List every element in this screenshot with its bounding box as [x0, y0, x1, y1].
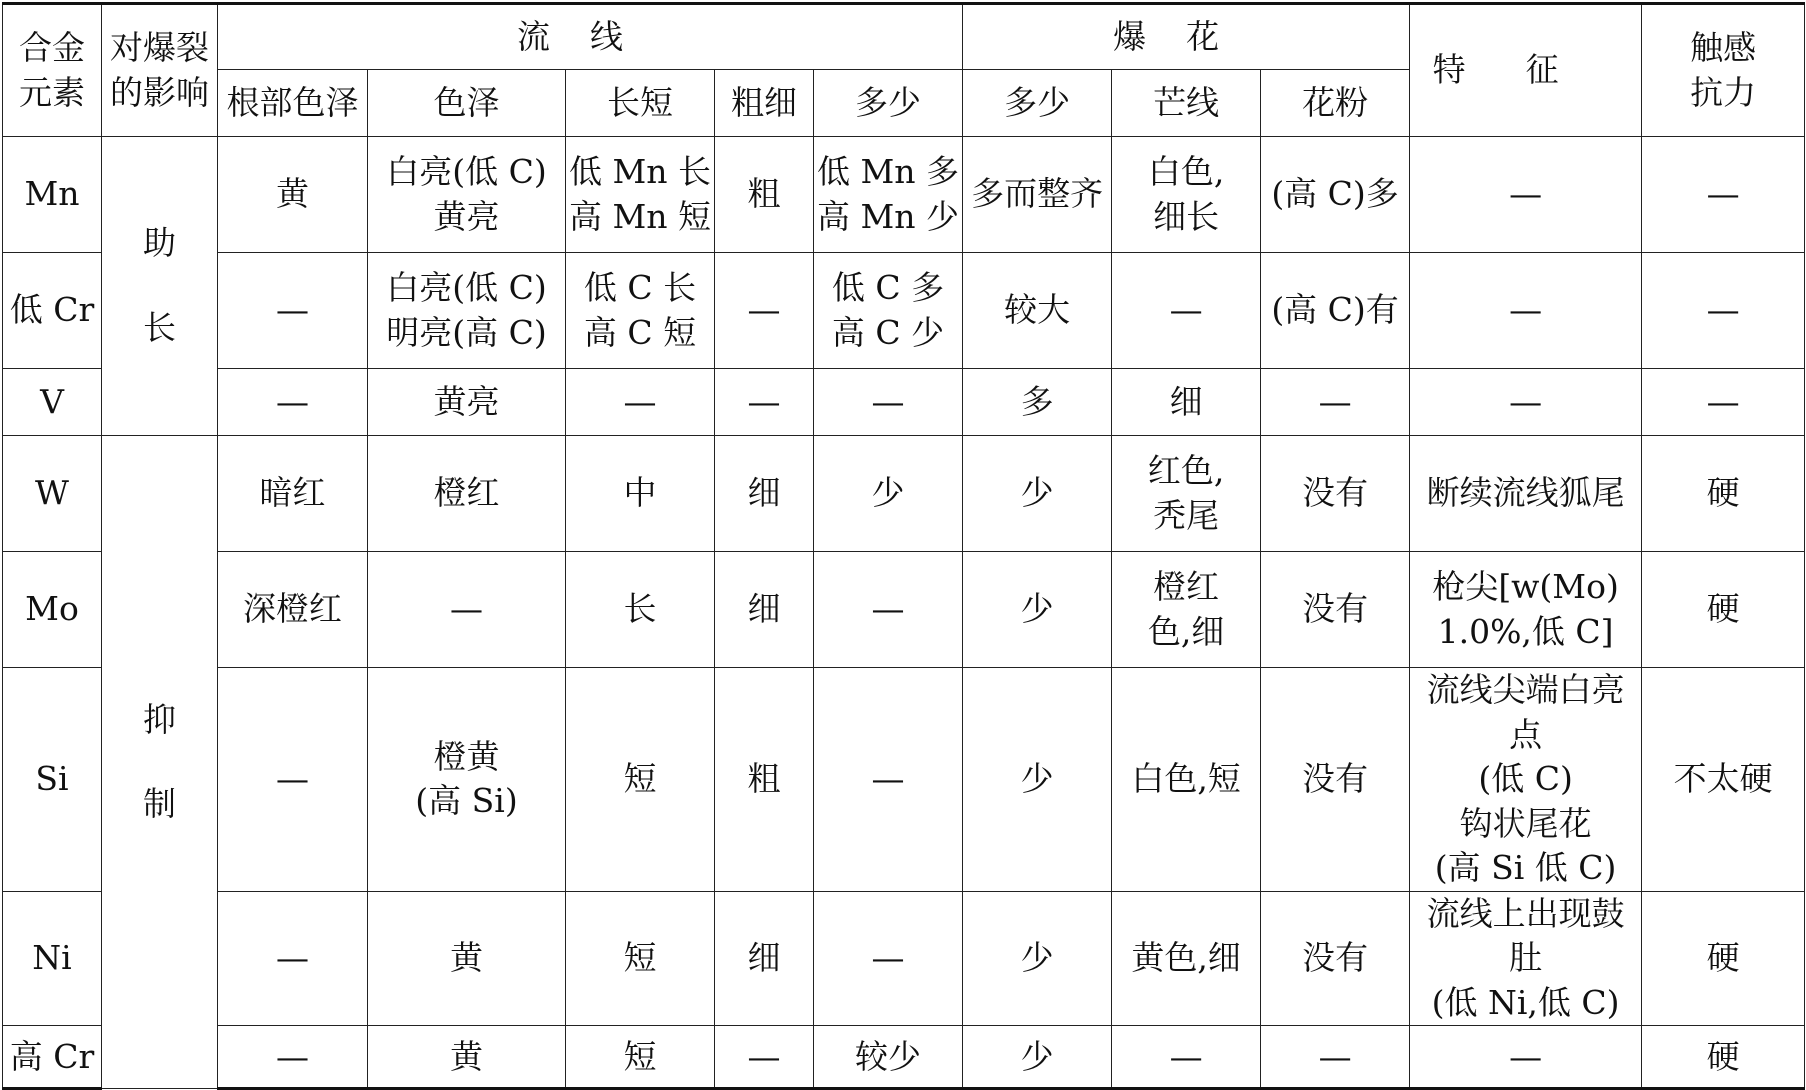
color-cell: 橙黄 (高 Si)	[368, 668, 566, 892]
thickness-cell: 细	[715, 436, 814, 552]
header-burst-amount: 多少	[963, 70, 1112, 137]
length-cell: 长	[566, 552, 715, 668]
length-cell: —	[566, 369, 715, 436]
feature-cell: 断续流线狐尾	[1410, 436, 1642, 552]
table-row	[3, 253, 1805, 369]
thickness-cell: 细	[715, 891, 814, 1026]
burst-amount-cell: 少	[963, 891, 1112, 1026]
header-thickness: 粗细	[715, 70, 814, 137]
length-cell: 中	[566, 436, 715, 552]
element-cell: Si	[3, 668, 102, 892]
pollen-cell: 没有	[1261, 436, 1410, 552]
header-streamline: 流线	[218, 4, 963, 70]
effect-suppress: 抑 制	[102, 436, 218, 1089]
feature-cell: 流线上出现鼓肚 (低 Ni,低 C)	[1410, 891, 1642, 1026]
thickness-cell: —	[715, 1026, 814, 1089]
pollen-cell: —	[1261, 1026, 1410, 1089]
touch-cell: 硬	[1642, 1026, 1805, 1089]
color-cell: 黄	[368, 1026, 566, 1089]
length-cell: 低 Mn 长 高 Mn 短	[566, 137, 715, 253]
streamline-amount-cell: 低 Mn 多 高 Mn 少	[814, 137, 963, 253]
burst-amount-cell: 少	[963, 668, 1112, 892]
feature-cell: —	[1410, 253, 1642, 369]
pollen-cell: —	[1261, 369, 1410, 436]
table-row	[3, 137, 1805, 253]
root-color-cell: 黄	[218, 137, 368, 253]
awn-line-cell: —	[1112, 1026, 1261, 1089]
element-cell: W	[3, 436, 102, 552]
table-row	[3, 1026, 1805, 1089]
streamline-amount-cell: 少	[814, 436, 963, 552]
table-row	[3, 369, 1805, 436]
thickness-cell: 粗	[715, 668, 814, 892]
feature-cell: —	[1410, 369, 1642, 436]
burst-amount-cell: 少	[963, 552, 1112, 668]
awn-line-cell: 红色, 秃尾	[1112, 436, 1261, 552]
feature-cell: —	[1410, 137, 1642, 253]
root-color-cell: —	[218, 891, 368, 1026]
header-color: 色泽	[368, 70, 566, 137]
awn-line-cell: 白色, 细长	[1112, 137, 1261, 253]
color-cell: 橙红	[368, 436, 566, 552]
table-row	[3, 668, 1805, 892]
effect-promote: 助 长	[102, 137, 218, 436]
pollen-cell: 没有	[1261, 552, 1410, 668]
alloy-spark-table	[2, 2, 1805, 1090]
root-color-cell: 暗红	[218, 436, 368, 552]
length-cell: 短	[566, 1026, 715, 1089]
element-cell: V	[3, 369, 102, 436]
header-length: 长短	[566, 70, 715, 137]
thickness-cell: 细	[715, 552, 814, 668]
header-touch: 触感 抗力	[1642, 4, 1805, 137]
element-cell: Mo	[3, 552, 102, 668]
streamline-amount-cell: —	[814, 552, 963, 668]
header-element: 合金 元素	[3, 4, 102, 137]
touch-cell: 硬	[1642, 891, 1805, 1026]
touch-cell: 硬	[1642, 552, 1805, 668]
color-cell: —	[368, 552, 566, 668]
table-body	[3, 4, 1805, 1089]
thickness-cell: 粗	[715, 137, 814, 253]
awn-line-cell: 细	[1112, 369, 1261, 436]
feature-cell: 枪尖[w(Mo) 1.0%,低 C]	[1410, 552, 1642, 668]
awn-line-cell: —	[1112, 253, 1261, 369]
color-cell: 白亮(低 C) 黄亮	[368, 137, 566, 253]
color-cell: 黄亮	[368, 369, 566, 436]
header-awn-line: 芒线	[1112, 70, 1261, 137]
root-color-cell: —	[218, 1026, 368, 1089]
root-color-cell: —	[218, 369, 368, 436]
color-cell: 白亮(低 C) 明亮(高 C)	[368, 253, 566, 369]
table-row	[3, 552, 1805, 668]
thickness-cell: —	[715, 369, 814, 436]
thickness-cell: —	[715, 253, 814, 369]
touch-cell: 不太硬	[1642, 668, 1805, 892]
header-streamline-amount: 多少	[814, 70, 963, 137]
burst-amount-cell: 多而整齐	[963, 137, 1112, 253]
awn-line-cell: 白色,短	[1112, 668, 1261, 892]
length-cell: 短	[566, 668, 715, 892]
pollen-cell: 没有	[1261, 891, 1410, 1026]
touch-cell: —	[1642, 137, 1805, 253]
burst-amount-cell: 少	[963, 1026, 1112, 1089]
element-cell: Ni	[3, 891, 102, 1026]
element-cell: 高 Cr	[3, 1026, 102, 1089]
header-pollen: 花粉	[1261, 70, 1410, 137]
feature-cell: —	[1410, 1026, 1642, 1089]
root-color-cell: 深橙红	[218, 552, 368, 668]
header-effect: 对爆裂 的影响	[102, 4, 218, 137]
burst-amount-cell: 较大	[963, 253, 1112, 369]
element-cell: Mn	[3, 137, 102, 253]
length-cell: 短	[566, 891, 715, 1026]
table-row	[3, 436, 1805, 552]
element-cell: 低 Cr	[3, 253, 102, 369]
burst-amount-cell: 少	[963, 436, 1112, 552]
header-feature: 特征	[1410, 4, 1642, 137]
streamline-amount-cell: —	[814, 891, 963, 1026]
touch-cell: 硬	[1642, 436, 1805, 552]
pollen-cell: (高 C)多	[1261, 137, 1410, 253]
length-cell: 低 C 长 高 C 短	[566, 253, 715, 369]
root-color-cell: —	[218, 253, 368, 369]
awn-line-cell: 黄色,细	[1112, 891, 1261, 1026]
table-row	[3, 891, 1805, 1026]
streamline-amount-cell: —	[814, 369, 963, 436]
header-row-1	[3, 4, 1805, 70]
pollen-cell: 没有	[1261, 668, 1410, 892]
header-burst: 爆花	[963, 4, 1410, 70]
streamline-amount-cell: 低 C 多 高 C 少	[814, 253, 963, 369]
header-root-color: 根部色泽	[218, 70, 368, 137]
burst-amount-cell: 多	[963, 369, 1112, 436]
streamline-amount-cell: 较少	[814, 1026, 963, 1089]
feature-cell: 流线尖端白亮点 (低 C) 钩状尾花 (高 Si 低 C)	[1410, 668, 1642, 892]
touch-cell: —	[1642, 369, 1805, 436]
touch-cell: —	[1642, 253, 1805, 369]
awn-line-cell: 橙红 色,细	[1112, 552, 1261, 668]
pollen-cell: (高 C)有	[1261, 253, 1410, 369]
streamline-amount-cell: —	[814, 668, 963, 892]
root-color-cell: —	[218, 668, 368, 892]
color-cell: 黄	[368, 891, 566, 1026]
